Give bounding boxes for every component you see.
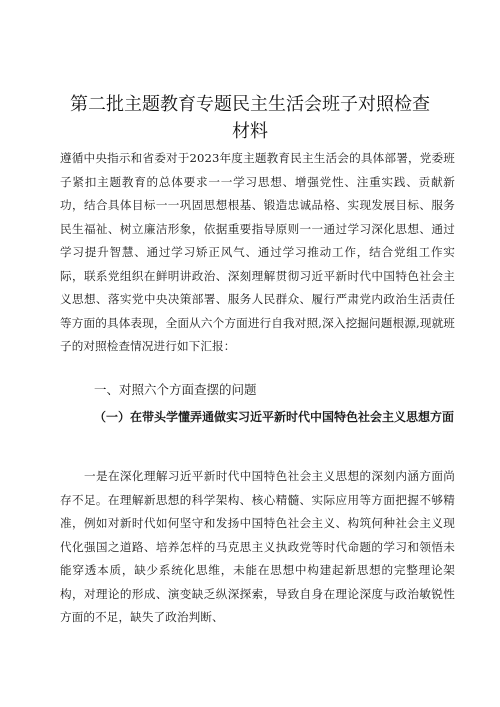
document-title-line-2: 材料 — [232, 121, 268, 142]
intro-paragraph: 遵循中央指示和省委对于2023年度主题教育民主生活会的具体部署，党委班子紧扣主题教育的总体要求一一学习思想、增强党性、注重实践、贡献新功，结合具体目标一一巩固思想根基、锻造忠诚品格、实现发展目标、服务民生福祉、树立廉洁形象，依据重要指导原则一一通过学习深化思想、通过学习提升智慧、通过学习矫正风气、通过学习推动工作，结合党组工作实际，联系党组织在鲜明讲政治、深刻理解贯彻习近平新时代中国特色社会主义思想、落实党中央决策部署、服务人民群众、履行严肃党内政治生活责任等方面的具体表现，全面从六个方面进行自我对照,深入挖掘问题根源,现就班子的对照检查情况进行如下汇报： — [60, 151, 455, 353]
body-paragraph: 一是在深化理解习近平新时代中国特色社会主义思想的深刻内涵方面尚存不足。在理解新思想的科学架构、核心精髓、实际应用等方面把握不够精准，例如对新时代如何坚守和发扬中国特色社会主义、构筑何种社会主义现代化强国之道路、培养怎样的马克思主义执政党等时代命题的学习和领悟未能穿透本质，缺少系统化思维，未能在思想中构建起新思想的完整理论架构，对理论的形成、演变缺乏纵深探索，导致自身在理论深度与政治敏锐性方面的不足，缺失了政治判断、 — [60, 469, 455, 624]
section-heading: 一、对照六个方面查摆的问题 — [94, 382, 257, 397]
document-title-line-1: 第二批主题教育专题民主生活会班子对照检查 — [70, 94, 430, 115]
subsection-heading: （一）在带头学懂弄通做实习近平新时代中国特色社会主义思想方面 — [94, 410, 455, 424]
